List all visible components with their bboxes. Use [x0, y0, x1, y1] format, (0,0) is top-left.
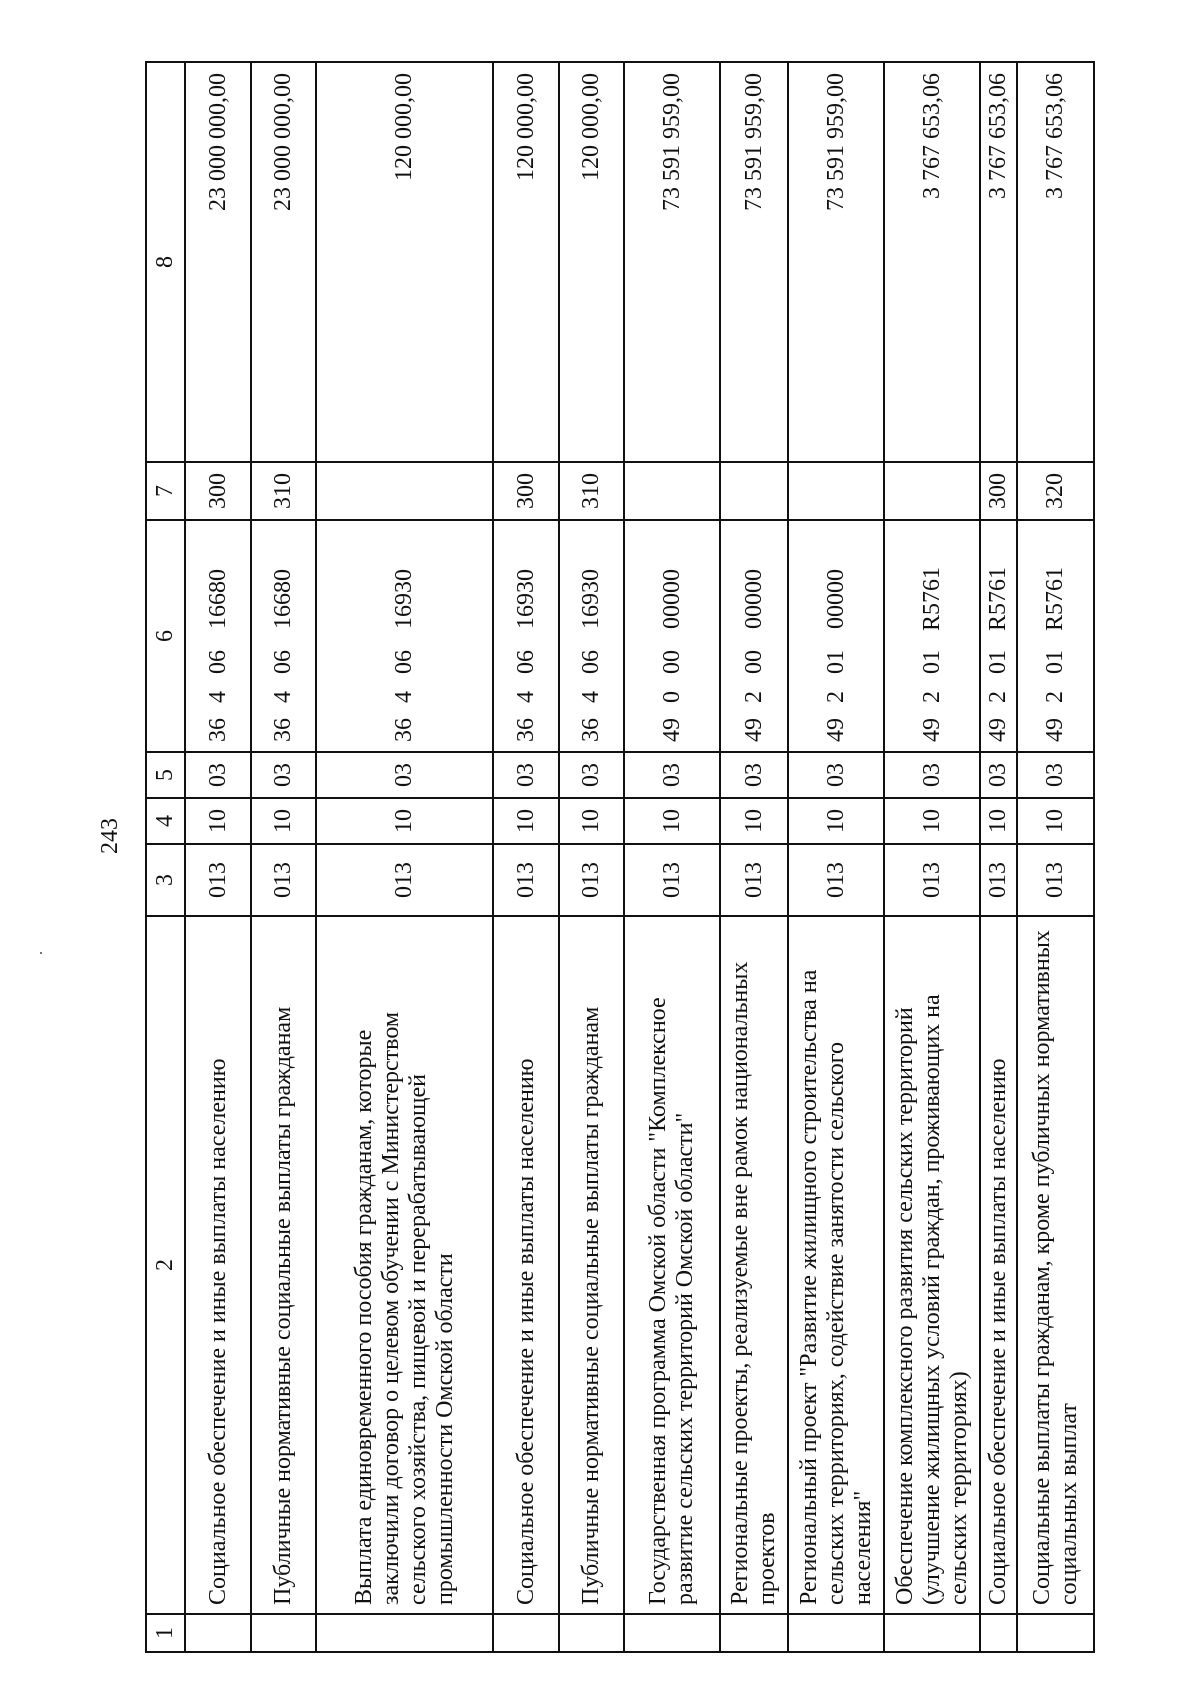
target-article-part: 16930 — [391, 569, 418, 629]
target-article-part: 49 — [822, 718, 849, 742]
row-number-cell — [251, 1614, 317, 1652]
target-article-part: 06 — [578, 650, 605, 674]
table-row — [980, 62, 1017, 1652]
section-code-cell: 10 — [884, 798, 980, 844]
section-code-cell: 10 — [720, 798, 788, 844]
row-number-cell — [884, 1614, 980, 1652]
target-article-cell — [251, 520, 317, 752]
target-article-part: 4 — [512, 691, 539, 703]
table-row — [884, 62, 980, 1652]
target-article-part: 2 — [740, 691, 767, 703]
target-article-part: 00000 — [822, 569, 849, 629]
target-article-part: R5761 — [918, 567, 945, 632]
table-row — [493, 62, 559, 1652]
column-number-row — [146, 62, 185, 1652]
amount-cell: 23 000 000,00 — [251, 62, 317, 462]
target-article-part: 0 — [658, 691, 685, 703]
expense-type-cell: 300 — [185, 462, 251, 520]
target-article-part: 49 — [985, 718, 1012, 742]
target-article-part: 2 — [1042, 691, 1069, 703]
target-article-cell — [1017, 520, 1094, 752]
amount-cell: 73 591 959,00 — [720, 62, 788, 462]
expense-type-cell: 310 — [559, 462, 625, 520]
item-name-cell: Государственная программа Омской области "Комплексное развитие сельских территорий Омской области" — [624, 916, 720, 1614]
target-article-part: 00 — [658, 650, 685, 674]
section-code-cell: 10 — [624, 798, 720, 844]
column-number: 7 — [146, 462, 185, 520]
ministry-code-cell: 013 — [493, 844, 559, 916]
target-article-cell — [788, 520, 884, 752]
target-article-cell — [980, 520, 1017, 752]
target-article-part: 06 — [512, 650, 539, 674]
row-number-cell — [720, 1614, 788, 1652]
ministry-code-cell: 013 — [251, 844, 317, 916]
table-row — [251, 62, 317, 1652]
subsection-code-cell: 03 — [1017, 752, 1094, 798]
table-row — [720, 62, 788, 1652]
ministry-code-cell: 013 — [884, 844, 980, 916]
target-article-part: 2 — [985, 691, 1012, 703]
target-article-part: 49 — [658, 718, 685, 742]
ministry-code-cell: 013 — [720, 844, 788, 916]
target-article-part: 4 — [204, 691, 231, 703]
table-row — [559, 62, 625, 1652]
ministry-code-cell: 013 — [185, 844, 251, 916]
item-name-cell: Социальное обеспечение и иные выплаты населению — [185, 916, 251, 1614]
target-article-cell — [493, 520, 559, 752]
column-number: 3 — [146, 844, 185, 916]
row-number-cell — [788, 1614, 884, 1652]
scan-speck — [40, 952, 42, 954]
target-article-part: 49 — [1042, 718, 1069, 742]
target-article-cell — [720, 520, 788, 752]
target-article-cell — [316, 520, 493, 752]
amount-cell: 120 000,00 — [316, 62, 493, 462]
target-article-part: 16930 — [512, 569, 539, 629]
target-article-part: 16930 — [578, 569, 605, 629]
expense-type-cell: 310 — [251, 462, 317, 520]
amount-cell: 3 767 653,06 — [1017, 62, 1094, 462]
ministry-code-cell: 013 — [559, 844, 625, 916]
target-article-part: 36 — [391, 718, 418, 742]
item-name-cell: Обеспечение комплексного развития сельских территорий (улучшение жилищных условий граждан, проживающих на сельских территориях) — [884, 916, 980, 1614]
target-article-part: 00 — [740, 650, 767, 674]
amount-cell: 3 767 653,06 — [980, 62, 1017, 462]
column-number: 5 — [146, 752, 185, 798]
column-number: 8 — [146, 62, 185, 462]
subsection-code-cell: 03 — [251, 752, 317, 798]
item-name-cell: Социальные выплаты гражданам, кроме публичных нормативных социальных выплат — [1017, 916, 1094, 1614]
subsection-code-cell: 03 — [493, 752, 559, 798]
target-article-part: 36 — [204, 718, 231, 742]
target-article-part: 36 — [512, 718, 539, 742]
page-number: 243 — [96, 818, 123, 854]
amount-cell: 73 591 959,00 — [624, 62, 720, 462]
expense-type-cell — [624, 462, 720, 520]
item-name-cell: Социальное обеспечение и иные выплаты населению — [493, 916, 559, 1614]
target-article-part: 4 — [391, 691, 418, 703]
target-article-part: 4 — [578, 691, 605, 703]
section-code-cell: 10 — [559, 798, 625, 844]
subsection-code-cell: 03 — [788, 752, 884, 798]
table-row — [316, 62, 493, 1652]
target-article-part: 2 — [822, 691, 849, 703]
expense-type-cell — [316, 462, 493, 520]
subsection-code-cell: 03 — [185, 752, 251, 798]
item-name-cell: Социальное обеспечение и иные выплаты населению — [980, 916, 1017, 1614]
amount-cell: 73 591 959,00 — [788, 62, 884, 462]
target-article-part: 36 — [578, 718, 605, 742]
target-article-cell — [559, 520, 625, 752]
amount-cell: 120 000,00 — [493, 62, 559, 462]
table-row — [788, 62, 884, 1652]
target-article-part: 00000 — [658, 569, 685, 629]
target-article-part: 16680 — [204, 569, 231, 629]
ministry-code-cell: 013 — [316, 844, 493, 916]
target-article-cell — [884, 520, 980, 752]
target-article-part: 01 — [1042, 650, 1069, 674]
section-code-cell: 10 — [788, 798, 884, 844]
amount-cell: 120 000,00 — [559, 62, 625, 462]
subsection-code-cell: 03 — [980, 752, 1017, 798]
row-number-cell — [316, 1614, 493, 1652]
expense-type-cell — [720, 462, 788, 520]
row-number-cell — [559, 1614, 625, 1652]
target-article-part: 01 — [985, 650, 1012, 674]
column-number: 2 — [146, 916, 185, 1614]
expense-type-cell: 320 — [1017, 462, 1094, 520]
item-name-cell: Выплата единовременного пособия гражданам, которые заключили договор о целевом обучении с Министерством сельского хозяйства, пищевой и перерабатывающей промышленности Омской области — [316, 916, 493, 1614]
ministry-code-cell: 013 — [624, 844, 720, 916]
column-number: 4 — [146, 798, 185, 844]
target-article-cell — [185, 520, 251, 752]
target-article-part: 01 — [822, 650, 849, 674]
expense-type-cell — [884, 462, 980, 520]
row-number-cell — [624, 1614, 720, 1652]
item-name-cell: Региональный проект "Развитие жилищного строительства на сельских территориях, содействие занятости сельского населения" — [788, 916, 884, 1614]
expense-type-cell: 300 — [980, 462, 1017, 520]
section-code-cell: 10 — [493, 798, 559, 844]
expense-type-cell — [788, 462, 884, 520]
budget-table — [145, 61, 1095, 1653]
section-code-cell: 10 — [980, 798, 1017, 844]
item-name-cell: Публичные нормативные социальные выплаты гражданам — [251, 916, 317, 1614]
subsection-code-cell: 03 — [559, 752, 625, 798]
target-article-part: 01 — [918, 650, 945, 674]
target-article-part: R5761 — [1042, 567, 1069, 632]
target-article-part: 49 — [740, 718, 767, 742]
ministry-code-cell: 013 — [1017, 844, 1094, 916]
table-row — [624, 62, 720, 1652]
target-article-part: 36 — [270, 718, 297, 742]
target-article-cell — [624, 520, 720, 752]
target-article-part: 06 — [270, 650, 297, 674]
ministry-code-cell: 013 — [980, 844, 1017, 916]
target-article-part: 16680 — [270, 569, 297, 629]
row-number-cell — [1017, 1614, 1094, 1652]
target-article-part: 2 — [918, 691, 945, 703]
section-code-cell: 10 — [251, 798, 317, 844]
row-number-cell — [493, 1614, 559, 1652]
target-article-part: 06 — [391, 650, 418, 674]
item-name-cell: Региональные проекты, реализуемые вне рамок национальных проектов — [720, 916, 788, 1614]
subsection-code-cell: 03 — [720, 752, 788, 798]
section-code-cell: 10 — [316, 798, 493, 844]
subsection-code-cell: 03 — [316, 752, 493, 798]
budget-table-container — [145, 63, 1095, 1653]
column-number: 6 — [146, 520, 185, 752]
row-number-cell — [185, 1614, 251, 1652]
row-number-cell — [980, 1614, 1017, 1652]
expense-type-cell: 300 — [493, 462, 559, 520]
amount-cell: 3 767 653,06 — [884, 62, 980, 462]
target-article-part: 4 — [270, 691, 297, 703]
column-number: 1 — [146, 1614, 185, 1652]
table-row — [185, 62, 251, 1652]
ministry-code-cell: 013 — [788, 844, 884, 916]
target-article-part: R5761 — [985, 567, 1012, 632]
target-article-part: 00000 — [740, 569, 767, 629]
subsection-code-cell: 03 — [624, 752, 720, 798]
subsection-code-cell: 03 — [884, 752, 980, 798]
target-article-part: 06 — [204, 650, 231, 674]
amount-cell: 23 000 000,00 — [185, 62, 251, 462]
table-row — [1017, 62, 1094, 1652]
item-name-cell: Публичные нормативные социальные выплаты гражданам — [559, 916, 625, 1614]
section-code-cell: 10 — [1017, 798, 1094, 844]
section-code-cell: 10 — [185, 798, 251, 844]
target-article-part: 49 — [918, 718, 945, 742]
